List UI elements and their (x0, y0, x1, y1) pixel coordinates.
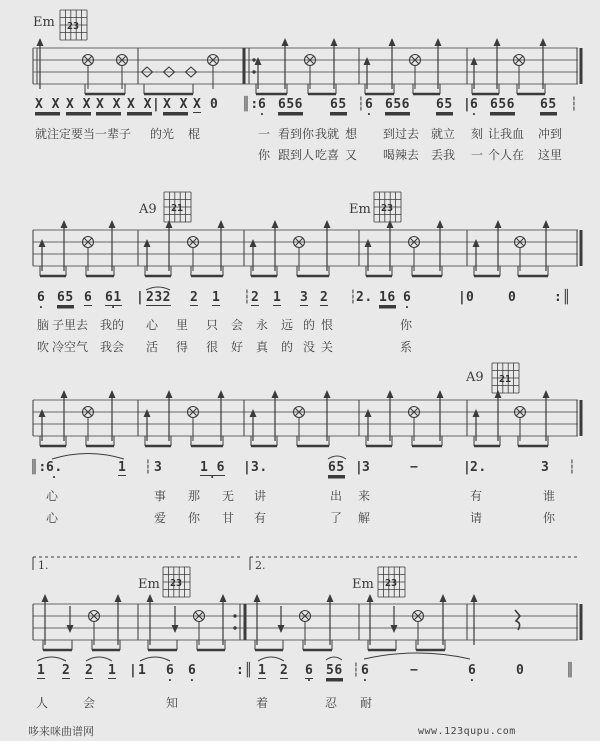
note-group: 1 (258, 663, 267, 678)
note-group: 2 (190, 290, 199, 305)
note-group: | (129, 663, 138, 678)
note-group: 1 (212, 290, 221, 305)
lyric-syllable: 看到你 (278, 127, 315, 141)
melody-row-system-3 (0, 460, 600, 478)
lyric-syllable: 有 (254, 511, 267, 525)
note-group: X X (35, 97, 60, 112)
chord-fingering: 23 (381, 203, 394, 214)
lyric-syllable: 这里 (538, 148, 563, 162)
note-group: 6 · (468, 663, 476, 678)
note-group: − (410, 460, 419, 475)
note-group: 656 · (385, 97, 410, 113)
lyrics-row-1-system-1 (0, 125, 600, 143)
lyric-syllable: 解 (358, 511, 371, 525)
chord-fingering: 23 (170, 578, 183, 589)
note-group: 65 · (436, 97, 453, 113)
rhythm-melody-row-system-1 (0, 97, 600, 115)
note-group: | (136, 290, 145, 305)
note-group: X X (163, 97, 188, 112)
lyric-syllable: 到过去 (383, 127, 420, 141)
lyrics-row-2-system-1 (0, 146, 600, 164)
lyric-syllable: 的 (303, 318, 316, 332)
lyric-syllable: 冲到 (538, 127, 563, 141)
note-group: ┆ (352, 663, 361, 678)
chord-label: Em (352, 577, 374, 592)
note-group: − (410, 663, 419, 678)
note-group: X X (66, 97, 91, 112)
lyric-syllable: 爱 (154, 511, 167, 525)
lyrics-row-2-system-3 (0, 509, 600, 527)
lyrics-row-2-system-2 (0, 338, 600, 356)
note-group: 656 · (490, 97, 515, 113)
lyric-syllable: 只 (206, 318, 219, 332)
melody-row-system-2 (0, 290, 600, 308)
chord-fingering: 23 (67, 21, 80, 32)
note-group: 65 (328, 460, 345, 475)
note-group: ┆ (357, 97, 366, 112)
note-group: 1 (37, 663, 46, 678)
note-group: 65 · (57, 290, 74, 306)
lyric-syllable: 讲 (254, 489, 267, 503)
note-group: 2 (280, 663, 289, 678)
note-group: ┆ (144, 460, 153, 475)
lyric-syllable: 有 (470, 489, 483, 503)
note-group: 2 (251, 290, 260, 305)
note-group: ┆ (568, 460, 577, 475)
note-group: 3 (362, 460, 371, 475)
lyric-syllable: 关 (321, 340, 334, 354)
chord-fingering: 23 (385, 578, 398, 589)
note-group: 2. (356, 290, 373, 305)
lyric-syllable: 谁 (543, 489, 556, 503)
lyric-syllable: 人 (36, 696, 49, 710)
note-group: ║ (566, 663, 575, 678)
lyric-syllable: 来 (358, 489, 371, 503)
note-group: 3. (251, 460, 268, 475)
lyric-syllable: 知 (166, 696, 179, 710)
lyric-syllable: 心 (46, 489, 59, 503)
lyric-syllable: 了 (330, 511, 343, 525)
lyric-syllable: 冷空气 (52, 340, 89, 354)
chord-label: A9 (139, 202, 157, 217)
lyric-syllable: 甘 (222, 511, 235, 525)
note-group: 65 · (330, 97, 347, 113)
note-group: | (463, 97, 472, 112)
note-group: 0 (508, 290, 517, 305)
chord-label: Em (33, 15, 55, 30)
note-group: 1 (118, 460, 127, 475)
note-group: X X (127, 97, 152, 112)
lyric-syllable: 着 (256, 696, 269, 710)
note-group: | (152, 97, 161, 112)
note-group: 6. · (46, 460, 63, 475)
note-group: ┆ (570, 97, 579, 112)
lyric-syllable: 你 (400, 318, 413, 332)
note-group: 6 · (166, 663, 174, 678)
lyric-syllable: 很 (206, 340, 219, 354)
lyric-syllable: 恨 (321, 318, 334, 332)
volta-label: 2. (255, 559, 266, 572)
note-group: 0 (466, 290, 475, 305)
note-group: 1 (108, 663, 117, 678)
note-group: 1 (138, 663, 147, 678)
lyric-syllable: 耐 (360, 696, 373, 710)
lyric-syllable: 里 (176, 318, 189, 332)
lyric-syllable: 好 (231, 340, 244, 354)
note-group: 2 (62, 663, 71, 678)
note-group: 61 · (105, 290, 122, 306)
note-group: 3 (541, 460, 550, 475)
lyric-syllable: 得 (176, 340, 189, 354)
note-group: 1 6 · (200, 460, 225, 476)
note-group: :║ (236, 663, 253, 678)
lyric-syllable: 无 (222, 489, 235, 503)
lyric-syllable: 个人在 (488, 148, 525, 162)
lyrics-row-1-system-3 (0, 487, 600, 505)
lyric-syllable: 你 (543, 511, 556, 525)
chord-label: A9 (466, 370, 484, 385)
lyric-syllable: 事 (154, 489, 167, 503)
lyric-syllable: 棍 (188, 127, 201, 141)
lyric-syllable: 会 (231, 318, 244, 332)
site-url: www.123qupu.com (418, 726, 516, 737)
lyric-syllable: 心 (46, 511, 59, 525)
note-group: 6 · (305, 663, 313, 679)
note-group: 6 (84, 290, 93, 305)
lyrics-row-system-4 (0, 694, 600, 712)
lyric-syllable: 刻 (471, 127, 484, 141)
lyrics-row-1-system-2 (0, 316, 600, 334)
lyric-syllable: 永 (256, 318, 269, 332)
lyric-syllable: 心 (146, 318, 159, 332)
note-group: | (463, 460, 472, 475)
lyric-syllable: 一 (471, 148, 484, 162)
site-name: 哆来咪曲谱网 (28, 725, 94, 738)
lyric-syllable: 远 (281, 318, 294, 332)
lyric-syllable: 会 (83, 696, 96, 710)
note-group: 6 · (258, 97, 266, 112)
note-group: | (243, 460, 252, 475)
lyric-syllable: 我会 (100, 340, 125, 354)
note-group: 1 (273, 290, 282, 305)
note-group: 2 (85, 663, 94, 678)
lyric-syllable: 你 (188, 511, 201, 525)
lyric-syllable: 请 (470, 511, 483, 525)
note-group: 6 · (361, 663, 369, 678)
lyric-syllable: 又 (345, 148, 358, 162)
note-group: 2. (470, 460, 487, 475)
note-group: :║ (554, 290, 571, 305)
note-group: ┆ (243, 290, 252, 305)
chord-fingering: 21 (171, 203, 184, 214)
note-group: 0 (210, 97, 219, 112)
lyric-syllable: 脑 (37, 318, 50, 332)
lyric-syllable: 我就 (315, 127, 340, 141)
melody-row-system-4 (0, 663, 600, 681)
note-group: | (355, 460, 364, 475)
lyric-syllable: 吹 (37, 340, 50, 354)
note-group: X X (96, 97, 121, 112)
note-group: 56 · (326, 663, 343, 679)
note-group: 2 (320, 290, 329, 305)
lyric-syllable: 子里去 (52, 318, 89, 332)
lyric-syllable: 丢我 (431, 148, 456, 162)
lyric-syllable: 系 (400, 340, 413, 354)
lyric-syllable: 跟到人 (278, 148, 315, 162)
lyric-syllable: 我的 (100, 318, 125, 332)
lyric-syllable: 让我血 (488, 127, 525, 141)
note-group: | (458, 290, 467, 305)
lyric-syllable: 没 (303, 340, 316, 354)
lyric-syllable: 你 (258, 148, 271, 162)
note-group: 3 (154, 460, 163, 475)
note-group: 6 · (403, 290, 411, 305)
lyric-syllable: 出 (330, 489, 343, 503)
volta-label: 1. (38, 559, 49, 572)
note-group: 6 · (37, 290, 45, 305)
note-group: 6 · (470, 97, 478, 112)
chord-label: Em (349, 202, 371, 217)
lyric-syllable: 忍 (325, 696, 338, 710)
note-group: 65 · (540, 97, 557, 113)
lyric-syllable: 吃喜 (315, 148, 340, 162)
lyric-syllable: 真 (256, 340, 269, 354)
note-group: ┆ (349, 290, 358, 305)
lyric-syllable: 那 (188, 489, 201, 503)
lyric-syllable: 一 (258, 127, 271, 141)
note-group: 0 (516, 663, 525, 678)
note-group: 16 · (379, 290, 396, 306)
note-group: X (193, 97, 202, 112)
lyric-syllable: 活 (146, 340, 159, 354)
lyric-syllable: 的 (281, 340, 294, 354)
chord-fingering: 21 (499, 374, 512, 385)
note-group: 6 · (188, 663, 196, 678)
chord-label: Em (138, 577, 160, 592)
note-group: 6 · (365, 97, 373, 112)
note-group: ║: (242, 97, 259, 112)
lyric-syllable: 的光 (150, 127, 175, 141)
note-group: 232 (146, 290, 171, 305)
note-group: ║: (30, 460, 47, 475)
lyric-syllable: 想 (345, 127, 358, 141)
note-group: 656 · (278, 97, 303, 113)
lyric-syllable: 喝辣去 (383, 148, 420, 162)
lyric-syllable: 就注定要当一辈子 (35, 127, 132, 141)
lyric-syllable: 就立 (431, 127, 456, 141)
note-group: 3 (300, 290, 309, 305)
